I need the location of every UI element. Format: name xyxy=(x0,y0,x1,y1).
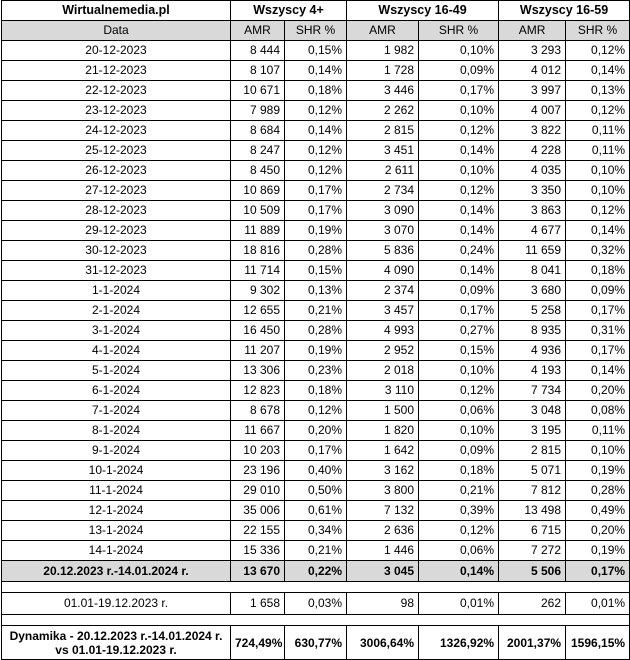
row-amr-4plus: 35 006 xyxy=(231,501,285,521)
row-amr-16-59: 3 048 xyxy=(499,401,566,421)
row-shr-16-59: 0,14% xyxy=(566,61,630,81)
row-shr-4plus: 0,18% xyxy=(285,81,347,101)
table-row xyxy=(2,421,630,441)
row-amr-16-49: 3 451 xyxy=(347,141,419,161)
row-date: 25-12-2023 xyxy=(2,141,231,161)
row-date: 6-1-2024 xyxy=(2,381,231,401)
row-shr-4plus: 0,23% xyxy=(285,361,347,381)
row-amr-16-59: 3 680 xyxy=(499,281,566,301)
row-shr-4plus: 0,40% xyxy=(285,461,347,481)
row-amr-16-59: 4 677 xyxy=(499,221,566,241)
row-shr-16-59: 0,12% xyxy=(566,101,630,121)
row-date: 10-1-2024 xyxy=(2,461,231,481)
row-shr-16-49: 0,21% xyxy=(419,481,499,501)
row-amr-16-49: 2 611 xyxy=(347,161,419,181)
group-header-4plus: Wszyscy 4+ xyxy=(231,1,347,21)
table-row xyxy=(2,241,630,261)
row-shr-16-49: 0,14% xyxy=(419,261,499,281)
row-amr-16-49: 2 374 xyxy=(347,281,419,301)
row-date: 12-1-2024 xyxy=(2,501,231,521)
ratings-table xyxy=(1,0,630,660)
shr-header: SHR % xyxy=(566,21,630,41)
table-row xyxy=(2,161,630,181)
row-shr-16-59: 0,13% xyxy=(566,81,630,101)
row-amr-16-59: 4 193 xyxy=(499,361,566,381)
row-shr-16-49: 0,10% xyxy=(419,161,499,181)
row-amr-16-49: 2 734 xyxy=(347,181,419,201)
table-row xyxy=(2,321,630,341)
spacer-row xyxy=(2,582,630,593)
row-shr-16-49: 0,09% xyxy=(419,441,499,461)
row-shr-16-49: 0,12% xyxy=(419,521,499,541)
row-shr-4plus: 0,17% xyxy=(285,441,347,461)
row-date: 21-12-2023 xyxy=(2,61,231,81)
table-row xyxy=(2,381,630,401)
row-shr-16-49: 0,06% xyxy=(419,541,499,561)
row-amr-16-49: 3 800 xyxy=(347,481,419,501)
row-amr-4plus: 8 247 xyxy=(231,141,285,161)
row-date: 30-12-2023 xyxy=(2,241,231,261)
table-row xyxy=(2,261,630,281)
dynamics-amr-16-59: 2001,37% xyxy=(499,626,566,660)
row-shr-16-59: 0,20% xyxy=(566,381,630,401)
row-amr-4plus: 16 450 xyxy=(231,321,285,341)
row-date: 28-12-2023 xyxy=(2,201,231,221)
row-shr-16-49: 0,10% xyxy=(419,41,499,61)
row-amr-16-49: 3 446 xyxy=(347,81,419,101)
row-shr-4plus: 0,21% xyxy=(285,301,347,321)
table-row xyxy=(2,181,630,201)
table-row xyxy=(2,141,630,161)
row-amr-16-49: 1 500 xyxy=(347,401,419,421)
row-date: 14-1-2024 xyxy=(2,541,231,561)
total-shr-4plus: 0,22% xyxy=(285,561,347,582)
previous-amr-4plus: 1 658 xyxy=(231,593,285,615)
row-amr-4plus: 13 306 xyxy=(231,361,285,381)
row-amr-16-59: 7 812 xyxy=(499,481,566,501)
row-amr-16-59: 3 293 xyxy=(499,41,566,61)
row-amr-4plus: 11 714 xyxy=(231,261,285,281)
row-amr-16-49: 2 952 xyxy=(347,341,419,361)
spacer-row xyxy=(2,615,630,626)
row-shr-16-49: 0,10% xyxy=(419,361,499,381)
row-shr-16-59: 0,31% xyxy=(566,321,630,341)
amr-header: AMR xyxy=(499,21,566,41)
row-shr-16-49: 0,06% xyxy=(419,401,499,421)
row-shr-4plus: 0,12% xyxy=(285,401,347,421)
row-amr-16-59: 3 863 xyxy=(499,201,566,221)
row-amr-16-59: 7 272 xyxy=(499,541,566,561)
row-amr-16-49: 1 820 xyxy=(347,421,419,441)
previous-amr-16-59: 262 xyxy=(499,593,566,615)
date-column-header: Data xyxy=(2,21,231,41)
row-amr-4plus: 9 302 xyxy=(231,281,285,301)
row-shr-16-49: 0,10% xyxy=(419,421,499,441)
row-shr-16-49: 0,14% xyxy=(419,221,499,241)
row-date: 23-12-2023 xyxy=(2,101,231,121)
row-date: 1-1-2024 xyxy=(2,281,231,301)
row-shr-4plus: 0,14% xyxy=(285,61,347,81)
row-shr-16-59: 0,28% xyxy=(566,481,630,501)
row-shr-16-59: 0,14% xyxy=(566,361,630,381)
row-shr-4plus: 0,28% xyxy=(285,241,347,261)
row-amr-4plus: 8 684 xyxy=(231,121,285,141)
row-shr-4plus: 0,50% xyxy=(285,481,347,501)
row-amr-4plus: 8 450 xyxy=(231,161,285,181)
table-row xyxy=(2,361,630,381)
row-amr-16-49: 3 070 xyxy=(347,221,419,241)
row-date: 29-12-2023 xyxy=(2,221,231,241)
row-amr-16-49: 1 982 xyxy=(347,41,419,61)
row-shr-16-59: 0,10% xyxy=(566,161,630,181)
row-amr-16-59: 8 041 xyxy=(499,261,566,281)
source-label: Wirtualnemedia.pl xyxy=(2,1,231,21)
row-shr-4plus: 0,18% xyxy=(285,381,347,401)
header-row xyxy=(2,1,630,21)
previous-period-row xyxy=(2,593,630,615)
row-shr-16-59: 0,32% xyxy=(566,241,630,261)
row-date: 24-12-2023 xyxy=(2,121,231,141)
row-shr-16-49: 0,12% xyxy=(419,181,499,201)
row-shr-16-49: 0,10% xyxy=(419,101,499,121)
row-amr-16-59: 5 071 xyxy=(499,461,566,481)
dynamics-amr-4plus: 724,49% xyxy=(231,626,285,660)
row-shr-4plus: 0,28% xyxy=(285,321,347,341)
row-amr-16-49: 2 262 xyxy=(347,101,419,121)
row-amr-16-59: 2 815 xyxy=(499,441,566,461)
shr-header: SHR % xyxy=(285,21,347,41)
previous-shr-16-49: 0,01% xyxy=(419,593,499,615)
shr-header: SHR % xyxy=(419,21,499,41)
row-shr-16-59: 0,10% xyxy=(566,441,630,461)
row-shr-4plus: 0,20% xyxy=(285,421,347,441)
subheader-row xyxy=(2,21,630,41)
dynamics-shr-16-59: 1596,15% xyxy=(566,626,630,660)
row-shr-16-59: 0,14% xyxy=(566,221,630,241)
row-date: 22-12-2023 xyxy=(2,81,231,101)
amr-header: AMR xyxy=(347,21,419,41)
row-shr-16-49: 0,27% xyxy=(419,321,499,341)
row-date: 13-1-2024 xyxy=(2,521,231,541)
row-amr-16-59: 4 228 xyxy=(499,141,566,161)
row-shr-4plus: 0,12% xyxy=(285,101,347,121)
previous-shr-16-59: 0,01% xyxy=(566,593,630,615)
row-amr-4plus: 12 823 xyxy=(231,381,285,401)
row-amr-16-59: 6 715 xyxy=(499,521,566,541)
previous-amr-16-49: 98 xyxy=(347,593,419,615)
row-amr-16-49: 3 162 xyxy=(347,461,419,481)
row-amr-16-49: 4 993 xyxy=(347,321,419,341)
total-row xyxy=(2,561,630,582)
table-row xyxy=(2,41,630,61)
row-amr-16-59: 7 734 xyxy=(499,381,566,401)
row-shr-16-59: 0,17% xyxy=(566,341,630,361)
row-amr-16-59: 5 258 xyxy=(499,301,566,321)
row-shr-4plus: 0,17% xyxy=(285,181,347,201)
row-date: 9-1-2024 xyxy=(2,441,231,461)
row-amr-16-49: 1 446 xyxy=(347,541,419,561)
dynamics-row xyxy=(2,626,630,660)
row-amr-16-59: 4 936 xyxy=(499,341,566,361)
row-shr-16-59: 0,19% xyxy=(566,541,630,561)
row-amr-16-59: 8 935 xyxy=(499,321,566,341)
dynamics-shr-16-49: 1326,92% xyxy=(419,626,499,660)
row-amr-4plus: 11 889 xyxy=(231,221,285,241)
row-amr-16-59: 3 350 xyxy=(499,181,566,201)
row-amr-16-59: 13 498 xyxy=(499,501,566,521)
row-date: 7-1-2024 xyxy=(2,401,231,421)
row-shr-4plus: 0,12% xyxy=(285,161,347,181)
table-row xyxy=(2,481,630,501)
total-shr-16-49: 0,14% xyxy=(419,561,499,582)
row-date: 26-12-2023 xyxy=(2,161,231,181)
table-row xyxy=(2,461,630,481)
row-shr-16-59: 0,11% xyxy=(566,121,630,141)
row-amr-4plus: 8 444 xyxy=(231,41,285,61)
row-amr-4plus: 22 155 xyxy=(231,521,285,541)
row-amr-16-49: 2 636 xyxy=(347,521,419,541)
row-amr-16-49: 2 018 xyxy=(347,361,419,381)
row-shr-16-59: 0,12% xyxy=(566,41,630,61)
row-date: 11-1-2024 xyxy=(2,481,231,501)
total-shr-16-59: 0,17% xyxy=(566,561,630,582)
row-amr-16-59: 4 035 xyxy=(499,161,566,181)
row-shr-4plus: 0,61% xyxy=(285,501,347,521)
row-amr-16-59: 3 195 xyxy=(499,421,566,441)
row-amr-16-49: 3 090 xyxy=(347,201,419,221)
table-row xyxy=(2,341,630,361)
table-row xyxy=(2,221,630,241)
row-shr-16-49: 0,17% xyxy=(419,81,499,101)
row-shr-16-59: 0,20% xyxy=(566,521,630,541)
row-amr-16-49: 7 132 xyxy=(347,501,419,521)
table-row xyxy=(2,441,630,461)
row-amr-4plus: 18 816 xyxy=(231,241,285,261)
row-shr-16-49: 0,09% xyxy=(419,61,499,81)
spacer-cell xyxy=(2,615,630,626)
row-date: 3-1-2024 xyxy=(2,321,231,341)
table-row xyxy=(2,301,630,321)
amr-header: AMR xyxy=(231,21,285,41)
row-amr-16-49: 4 090 xyxy=(347,261,419,281)
row-amr-4plus: 10 869 xyxy=(231,181,285,201)
row-amr-16-59: 4 012 xyxy=(499,61,566,81)
row-amr-16-49: 3 110 xyxy=(347,381,419,401)
row-amr-16-49: 1 642 xyxy=(347,441,419,461)
total-amr-4plus: 13 670 xyxy=(231,561,285,582)
previous-label: 01.01-19.12.2023 r. xyxy=(2,593,231,615)
dynamics-shr-4plus: 630,77% xyxy=(285,626,347,660)
row-shr-4plus: 0,15% xyxy=(285,41,347,61)
row-amr-4plus: 12 655 xyxy=(231,301,285,321)
table-row xyxy=(2,81,630,101)
row-shr-16-59: 0,11% xyxy=(566,421,630,441)
row-amr-4plus: 29 010 xyxy=(231,481,285,501)
table-row xyxy=(2,501,630,521)
row-shr-16-49: 0,18% xyxy=(419,461,499,481)
row-date: 8-1-2024 xyxy=(2,421,231,441)
table-row xyxy=(2,521,630,541)
row-shr-16-59: 0,17% xyxy=(566,301,630,321)
row-amr-4plus: 7 989 xyxy=(231,101,285,121)
row-shr-16-59: 0,10% xyxy=(566,181,630,201)
row-shr-4plus: 0,14% xyxy=(285,121,347,141)
row-amr-16-49: 3 457 xyxy=(347,301,419,321)
dynamics-label xyxy=(2,626,231,660)
row-date: 5-1-2024 xyxy=(2,361,231,381)
row-shr-4plus: 0,21% xyxy=(285,541,347,561)
table-row xyxy=(2,401,630,421)
row-amr-16-49: 2 815 xyxy=(347,121,419,141)
total-amr-16-59: 5 506 xyxy=(499,561,566,582)
row-amr-16-59: 4 007 xyxy=(499,101,566,121)
row-shr-16-59: 0,12% xyxy=(566,201,630,221)
row-amr-16-49: 5 836 xyxy=(347,241,419,261)
row-amr-4plus: 23 196 xyxy=(231,461,285,481)
spacer-cell xyxy=(2,582,630,593)
row-shr-16-49: 0,12% xyxy=(419,121,499,141)
row-shr-16-59: 0,18% xyxy=(566,261,630,281)
row-amr-16-49: 1 728 xyxy=(347,61,419,81)
row-amr-4plus: 10 203 xyxy=(231,441,285,461)
row-amr-16-59: 11 659 xyxy=(499,241,566,261)
row-shr-16-59: 0,49% xyxy=(566,501,630,521)
table-row xyxy=(2,101,630,121)
row-shr-16-59: 0,19% xyxy=(566,461,630,481)
row-shr-4plus: 0,34% xyxy=(285,521,347,541)
row-amr-4plus: 10 671 xyxy=(231,81,285,101)
table-row xyxy=(2,281,630,301)
row-shr-4plus: 0,13% xyxy=(285,281,347,301)
row-shr-4plus: 0,17% xyxy=(285,201,347,221)
row-shr-16-49: 0,14% xyxy=(419,141,499,161)
row-date: 31-12-2023 xyxy=(2,261,231,281)
row-amr-4plus: 15 336 xyxy=(231,541,285,561)
row-shr-16-59: 0,08% xyxy=(566,401,630,421)
table-row xyxy=(2,541,630,561)
row-shr-16-49: 0,09% xyxy=(419,281,499,301)
dynamics-label-line2: vs 01.01-19.12.2023 r. xyxy=(55,642,177,657)
row-shr-16-49: 0,12% xyxy=(419,381,499,401)
row-amr-16-59: 3 822 xyxy=(499,121,566,141)
row-shr-16-49: 0,17% xyxy=(419,301,499,321)
row-amr-4plus: 11 667 xyxy=(231,421,285,441)
table-row xyxy=(2,201,630,221)
row-shr-16-49: 0,39% xyxy=(419,501,499,521)
row-amr-4plus: 10 509 xyxy=(231,201,285,221)
dynamics-amr-16-49: 3006,64% xyxy=(347,626,419,660)
row-shr-16-49: 0,24% xyxy=(419,241,499,261)
group-header-16-49: Wszyscy 16-49 xyxy=(347,1,499,21)
total-amr-16-49: 3 045 xyxy=(347,561,419,582)
row-amr-4plus: 8 678 xyxy=(231,401,285,421)
table-row xyxy=(2,121,630,141)
group-header-16-59: Wszyscy 16-59 xyxy=(499,1,630,21)
row-shr-4plus: 0,19% xyxy=(285,221,347,241)
row-shr-16-59: 0,11% xyxy=(566,141,630,161)
row-shr-4plus: 0,15% xyxy=(285,261,347,281)
row-date: 27-12-2023 xyxy=(2,181,231,201)
row-amr-16-59: 3 997 xyxy=(499,81,566,101)
row-amr-4plus: 8 107 xyxy=(231,61,285,81)
row-shr-16-59: 0,09% xyxy=(566,281,630,301)
row-shr-16-49: 0,14% xyxy=(419,201,499,221)
total-label: 20.12.2023 r.-14.01.2024 r. xyxy=(2,561,231,582)
row-date: 2-1-2024 xyxy=(2,301,231,321)
row-date: 4-1-2024 xyxy=(2,341,231,361)
previous-shr-4plus: 0,03% xyxy=(285,593,347,615)
row-shr-4plus: 0,19% xyxy=(285,341,347,361)
row-shr-16-49: 0,15% xyxy=(419,341,499,361)
row-date: 20-12-2023 xyxy=(2,41,231,61)
row-amr-4plus: 11 207 xyxy=(231,341,285,361)
row-shr-4plus: 0,12% xyxy=(285,141,347,161)
dynamics-label-line1: Dynamika - 20.12.2023 r.-14.01.2024 r. xyxy=(9,628,223,643)
table-row xyxy=(2,61,630,81)
